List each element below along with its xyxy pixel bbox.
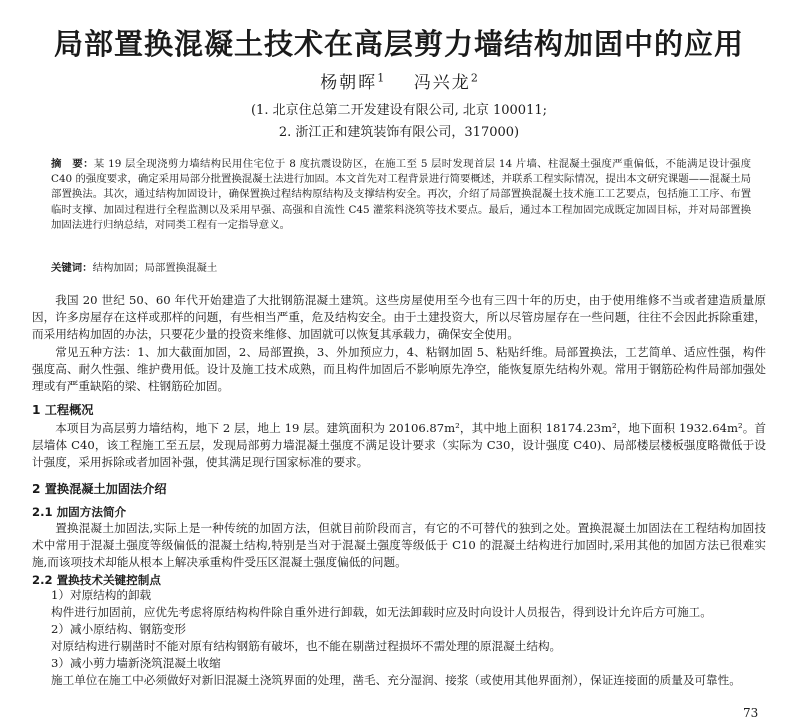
page-number: 73	[743, 706, 759, 720]
intro-paragraph-2: 常见五种方法：1、加大截面加固，2、局部置换，3、外加预应力，4、粘钢加固 5、粘贴纤维。局部置换法，工艺简单、适应性强，构件强度高、耐久性强、维护费用低。设计及施工技术成熟，而且构件加固后不影响原先净空，能恢复原先结构外观。常用于钢筋砼构件局部加强处理或有严重缺陷的梁、柱钢筋砼加固。	[32, 344, 766, 394]
keywords-label: 关键词：	[51, 262, 93, 274]
keywords-text: 结构加固；局部置换混凝土	[92, 262, 218, 274]
section-2-1-heading: 2.1 加固方法简介	[32, 505, 127, 519]
control-point-1-title: 1）对原结构的卸载	[51, 588, 152, 602]
control-point-2-title: 2）减小原结构、钢筋变形	[51, 622, 186, 636]
paper-title: 局部置换混凝土技术在高层剪力墙结构加固中的应用	[53, 27, 744, 61]
section-2-1-paragraph: 置换混凝土加固法,实际上是一种传统的加固方法，但就目前阶段而言，有它的不可替代的独到之处。置换混凝土加固法在工程结构加固技术中常用于混凝土强度等级偏低的混凝土结构,特别是当对于混凝土强度等级低于 C10 的混凝土结构进行加固时,采用其他的加固方法已很难实施,而该项技术却能从根本上解决承重构件受压区混凝土强度偏低的问题。	[32, 521, 766, 570]
section-2-2-heading: 2.2 置换技术关键控制点	[32, 573, 161, 587]
author-1-affil-mark: 1	[377, 71, 385, 85]
section-2-1-body	[32, 520, 766, 572]
abstract	[51, 157, 751, 233]
section-1-paragraph: 本项目为高层剪力墙结构，地下 2 层，地上 19 层。建筑面积为 20106.87m²，其中地上面积 18174.23m²，地下面积 1932.64m²。首层墙体 C40，该工程施工至五层，发现局部剪力墙混凝土强度不满足设计要求（实际为 C30，设计强度 C40)、局部楼层楼板强度略微低于设计强度，采用拆除或者加固补强，使其满足现行国家标准的要求。	[32, 421, 766, 470]
control-point-2-text: 对原结构进行剔凿时不能对原有结构钢筋有破坏，也不能在剔凿过程损坏不需处理的原混凝土结构。	[51, 639, 562, 653]
author-2-affil-mark: 2	[470, 71, 478, 85]
control-point-3-text: 施工单位在施工中必须做好对新旧混凝土浇筑界面的处理，凿毛、充分湿润、接浆（或使用其他界面剂），保证连接面的质量及可靠性。	[51, 673, 741, 687]
keywords	[51, 261, 751, 276]
section-1-heading: 1 工程概况	[32, 403, 94, 417]
affiliation-2: 2. 浙江正和建筑装饰有限公司，317000)	[278, 125, 520, 140]
intro-paragraph-1: 我国 20 世纪 50、60 年代开始建造了大批钢筋混凝土建筑。这些房屋使用至今也有三四十年的历史，由于使用维修不当或者建造质量原因，许多房屋存在这样或那样的问题，有些相当严重，危及结构安全。由于土建投资大，所以尽管房屋存在一些问题，往往不会因此拆除重建，而采用结构加固的办法，只要花少量的投资来维修、加固就可以恢复其承载力，确保安全使用。	[32, 293, 766, 342]
abstract-text: 某 19 层全现浇剪力墙结构民用住宅位于 8 度抗震设防区，在施工至 5 层时发现首层 14 片墙、柱混凝土强度严重偏低，不能满足设计强度 C40 的强度要求，确定采用局部分批置换混凝土法进行加固。本文首先对工程背景进行简要概述，并联系工程实际情况，提出本文研究课题——混凝土局部置换法。其次，通过结构加固设计，确保置换过程结构原结构及支撑结构安全。再次，介绍了局部置换混凝土技术施工工艺要点，包括施工工序、布置临时支撑、加固过程进行全程监测以及采用早强、高强和自流性 C45 灌浆料浇筑等技术要点。最后，通过本工程加固完成既定加固目标，并对局部置换加固法进行归纳总结，对同类工程有一定指导意义。	[51, 158, 751, 231]
section-2-heading: 2 置换混凝土加固法介绍	[32, 482, 167, 496]
control-point-3-title: 3）减小剪力墙新浇筑混凝土收缩	[51, 656, 221, 670]
intro-section	[32, 292, 766, 395]
author-2: 冯兴龙	[413, 73, 471, 93]
authors-line	[0, 68, 798, 93]
affiliation-1: (1. 北京住总第二开发建设有限公司, 北京 100011;	[250, 103, 547, 118]
abstract-label: 摘 要：	[51, 158, 94, 170]
author-1: 杨朝晖	[320, 73, 378, 93]
section-1-body	[32, 420, 766, 472]
control-point-1-text: 构件进行加固前，应优先考虑将原结构构件除自重外进行卸载，如无法卸载时应及时向设计人员报告，得到设计允许后方可施工。	[51, 605, 712, 619]
